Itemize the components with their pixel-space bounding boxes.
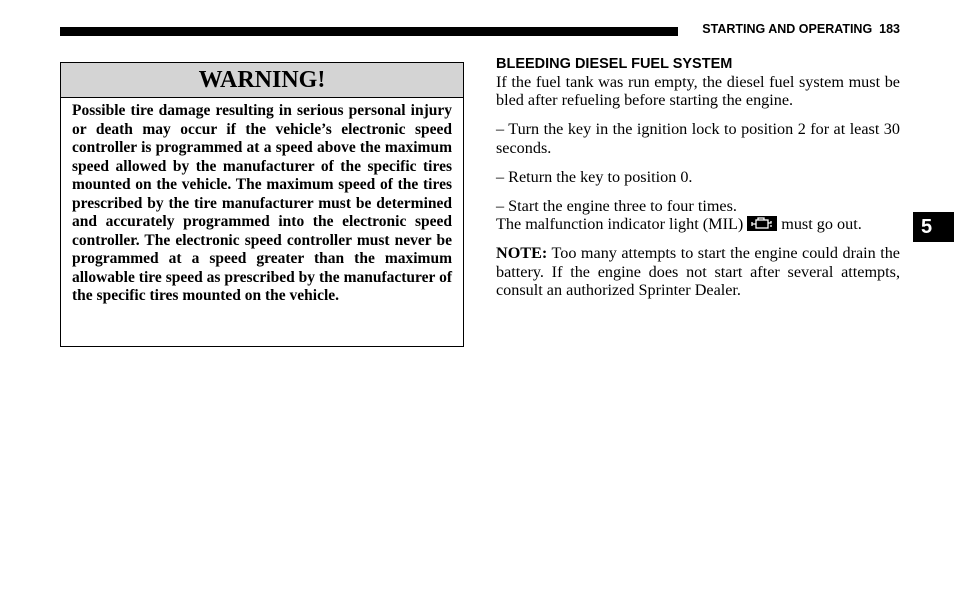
section-title: BLEEDING DIESEL FUEL SYSTEM — [496, 56, 733, 72]
step-turn-key: – Turn the key in the ignition lock to position 2 for at least 30 seconds. — [496, 120, 900, 157]
step-return-key: – Return the key to position 0. — [496, 167, 693, 186]
step-start-engine: – Start the engine three to four times. — [496, 197, 737, 216]
note-text: Too many attempts to start the engine could drain the battery. If the engine does not start after several attempts, consult an authorized Sprinter Dealer. — [496, 244, 900, 299]
mil-text-after: must go out. — [781, 215, 862, 234]
note-paragraph — [496, 244, 900, 299]
chapter-tab: 5 — [913, 212, 954, 242]
intro-paragraph: If the fuel tank was run empty, the diesel fuel system must be bled after refueling before starting the engine. — [496, 73, 900, 110]
mil-paragraph — [496, 215, 900, 233]
page-header — [684, 22, 900, 36]
warning-title: WARNING! — [61, 63, 463, 98]
header-section-title: STARTING AND OPERATING — [702, 22, 873, 36]
warning-box — [60, 62, 464, 347]
engine-check-icon — [747, 216, 777, 231]
header-rule — [60, 27, 678, 36]
mil-text-before: The malfunction indicator light (MIL) — [496, 215, 744, 234]
page-number: 183 — [879, 22, 900, 36]
warning-body: Possible tire damage resulting in serious personal injury or death may occur if the vehicle’s electronic speed controller is programmed at a speed above the maximum speed allowed by the manufacturer of the specific tires mounted on the vehicle. The maximum speed of the tires prescribed by the tire manufacturer must be determined and accurately programmed into the electronic speed controller. The electronic speed controller must never be programmed at a speed greater than the maximum allowable tire speed as prescribed by the manufacturer of the specific tires mounted on the vehicle. — [72, 102, 452, 304]
note-label: NOTE: — [496, 244, 548, 263]
bleeding-section — [496, 55, 900, 299]
